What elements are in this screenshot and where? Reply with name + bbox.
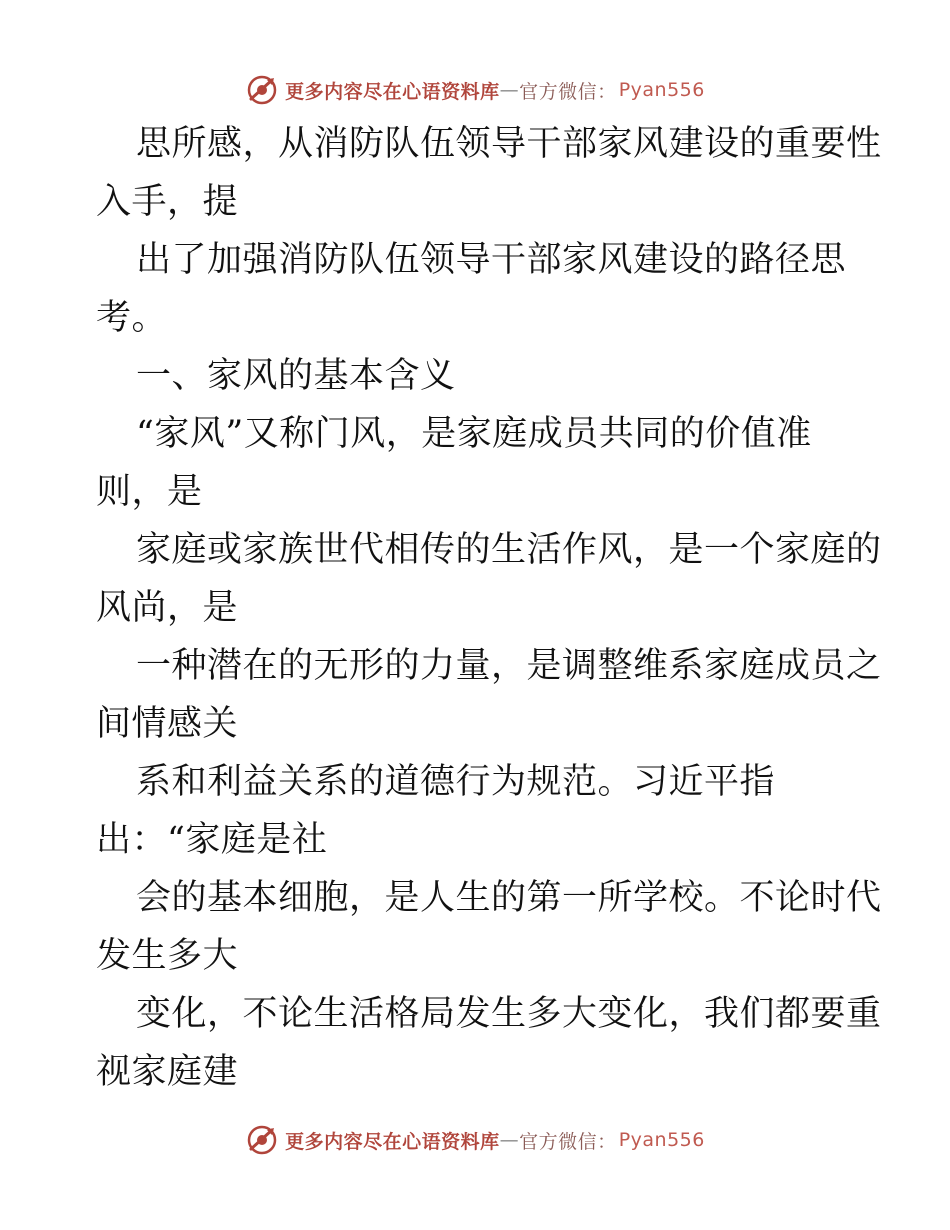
body-line: 视家庭建 [96, 1052, 239, 1092]
body-line: 会的基本细胞，是人生的第一所学校。不论时代 [136, 878, 882, 918]
watermark-official-label: 官方微信： [519, 1130, 617, 1153]
body-line: 系和利益关系的道德行为规范。习近平指 [136, 762, 776, 802]
body-line: 考。 [96, 298, 168, 338]
header-watermark [0, 70, 950, 110]
stamp-logo-icon [245, 73, 279, 107]
body-line: 出：“家庭是社 [96, 820, 328, 860]
body-line: 思所感，从消防队伍领导干部家风建设的重要性 [136, 124, 882, 164]
body-line: 变化，不论生活格局发生多大变化，我们都要重 [136, 994, 882, 1034]
watermark-official-label: 官方微信： [519, 80, 617, 103]
body-line: 发生多大 [96, 936, 239, 976]
body-line: 家庭或家族世代相传的生活作风，是一个家庭的 [136, 530, 882, 570]
body-line: 则，是 [96, 472, 203, 512]
section-heading: 一、家风的基本含义 [136, 356, 456, 396]
footer-watermark [0, 1120, 950, 1160]
document-body [96, 115, 882, 1101]
stamp-logo-icon [245, 1123, 279, 1157]
body-line: 风尚，是 [96, 588, 239, 628]
watermark-wechat-id: Pyan556 [618, 79, 705, 101]
body-line: 出了加强消防队伍领导干部家风建设的路径思 [136, 240, 847, 280]
watermark-dash: — [499, 1129, 520, 1151]
watermark-wechat-id: Pyan556 [618, 1129, 705, 1151]
watermark-main-text: 更多内容尽在心语资料库 [285, 80, 500, 103]
body-line: 入手，提 [96, 182, 239, 222]
watermark-dash: — [499, 79, 520, 101]
body-line: 间情感关 [96, 704, 239, 744]
body-line: 一种潜在的无形的力量，是调整维系家庭成员之 [136, 646, 882, 686]
watermark-main-text: 更多内容尽在心语资料库 [285, 1130, 500, 1153]
body-line: “家风”又称门风，是家庭成员共同的价值准 [136, 414, 812, 454]
